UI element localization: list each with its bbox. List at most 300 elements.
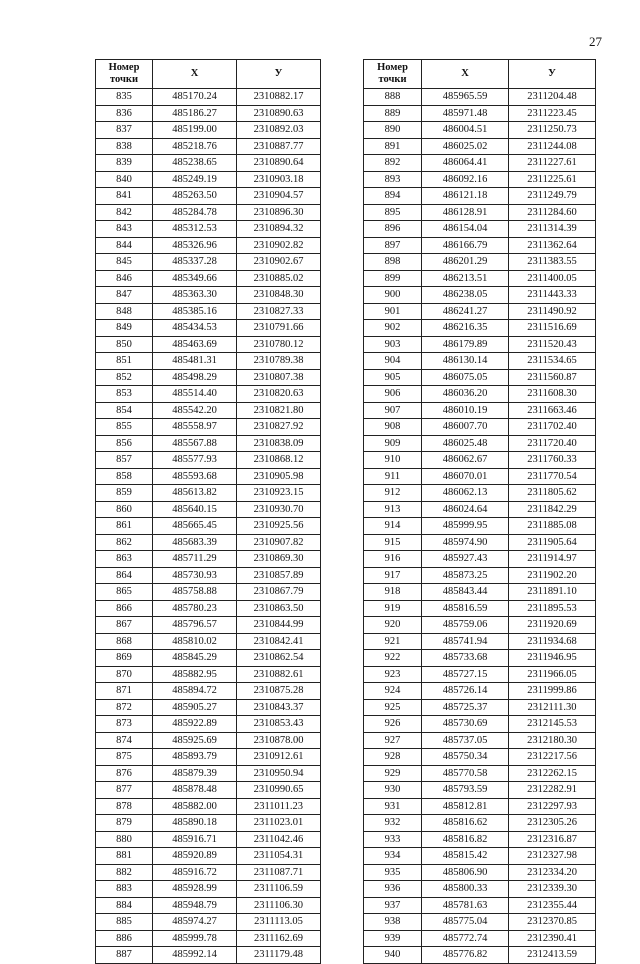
point-number-cell: 896: [364, 221, 422, 238]
x-coordinate-cell: 485916.72: [153, 864, 237, 881]
y-coordinate-cell: 2311249.79: [509, 188, 596, 205]
table-row: [364, 518, 596, 535]
point-number-cell: 904: [364, 353, 422, 370]
x-coordinate-cell: 485793.59: [422, 782, 509, 799]
y-coordinate-cell: 2311891.10: [509, 584, 596, 601]
x-coordinate-cell: 486166.79: [422, 237, 509, 254]
table-header-row: [96, 60, 321, 89]
y-coordinate-cell: 2311250.73: [509, 122, 596, 139]
table-row: [96, 683, 321, 700]
point-number-cell: 867: [96, 617, 153, 634]
x-coordinate-cell: 485905.27: [153, 699, 237, 716]
y-coordinate-cell: 2310902.82: [237, 237, 321, 254]
x-coordinate-cell: 485965.59: [422, 89, 509, 106]
x-coordinate-cell: 485999.95: [422, 518, 509, 535]
y-coordinate-cell: 2312262.15: [509, 765, 596, 782]
point-number-cell: 924: [364, 683, 422, 700]
table-row: [364, 699, 596, 716]
x-coordinate-cell: 485218.76: [153, 138, 237, 155]
y-coordinate-cell: 2312390.41: [509, 930, 596, 947]
x-coordinate-cell: 485894.72: [153, 683, 237, 700]
table-row: [364, 584, 596, 601]
point-number-cell: 931: [364, 798, 422, 815]
table-row: [96, 303, 321, 320]
table-row: [96, 584, 321, 601]
y-coordinate-cell: 2310843.37: [237, 699, 321, 716]
x-coordinate-cell: 485806.90: [422, 864, 509, 881]
y-coordinate-cell: 2310867.79: [237, 584, 321, 601]
table-row: [364, 633, 596, 650]
point-number-cell: 875: [96, 749, 153, 766]
y-coordinate-cell: 2310903.18: [237, 171, 321, 188]
y-coordinate-cell: 2311227.61: [509, 155, 596, 172]
table-row: [96, 518, 321, 535]
table-row: [96, 386, 321, 403]
table-row: [96, 633, 321, 650]
table-row: [364, 402, 596, 419]
x-coordinate-cell: 485780.23: [153, 600, 237, 617]
x-coordinate-cell: 485776.82: [422, 947, 509, 964]
y-coordinate-cell: 2311087.71: [237, 864, 321, 881]
x-coordinate-cell: 485463.69: [153, 336, 237, 353]
y-coordinate-cell: 2310882.61: [237, 666, 321, 683]
y-coordinate-cell: 2311106.30: [237, 897, 321, 914]
table-row: [96, 270, 321, 287]
table-row: [364, 650, 596, 667]
point-number-cell: 897: [364, 237, 422, 254]
table-row: [364, 270, 596, 287]
x-coordinate-cell: 485781.63: [422, 897, 509, 914]
x-coordinate-cell: 485812.81: [422, 798, 509, 815]
table-row: [96, 617, 321, 634]
header-point-line2: точки: [109, 74, 139, 85]
point-number-cell: 899: [364, 270, 422, 287]
x-coordinate-cell: 485514.40: [153, 386, 237, 403]
x-coordinate-cell: 485349.66: [153, 270, 237, 287]
table-row: [96, 353, 321, 370]
y-coordinate-cell: 2310930.70: [237, 501, 321, 518]
x-coordinate-cell: 485733.68: [422, 650, 509, 667]
y-coordinate-cell: 2311400.05: [509, 270, 596, 287]
y-coordinate-cell: 2310905.98: [237, 468, 321, 485]
table-row: [96, 699, 321, 716]
x-coordinate-cell: 485893.79: [153, 749, 237, 766]
x-coordinate-cell: 486238.05: [422, 287, 509, 304]
x-coordinate-cell: 486241.27: [422, 303, 509, 320]
table-row: [96, 254, 321, 271]
y-coordinate-cell: 2310869.30: [237, 551, 321, 568]
x-coordinate-cell: 485796.57: [153, 617, 237, 634]
header-point-number: [96, 60, 153, 89]
table-row: [96, 930, 321, 947]
point-number-cell: 937: [364, 897, 422, 914]
table-row: [96, 89, 321, 106]
x-coordinate-cell: 486070.01: [422, 468, 509, 485]
point-number-cell: 891: [364, 138, 422, 155]
y-coordinate-cell: 2311914.97: [509, 551, 596, 568]
table-row: [96, 105, 321, 122]
y-coordinate-cell: 2311920.69: [509, 617, 596, 634]
x-coordinate-cell: 485999.78: [153, 930, 237, 947]
y-coordinate-cell: 2310820.63: [237, 386, 321, 403]
y-coordinate-cell: 2310890.64: [237, 155, 321, 172]
table-row: [364, 815, 596, 832]
point-number-cell: 858: [96, 468, 153, 485]
point-number-cell: 926: [364, 716, 422, 733]
x-coordinate-cell: 485770.58: [422, 765, 509, 782]
y-coordinate-cell: 2312339.30: [509, 881, 596, 898]
x-coordinate-cell: 485363.30: [153, 287, 237, 304]
table-row: [96, 138, 321, 155]
table-row: [364, 204, 596, 221]
table-row: [364, 848, 596, 865]
x-coordinate-cell: 485772.74: [422, 930, 509, 947]
x-coordinate-cell: 486213.51: [422, 270, 509, 287]
point-number-cell: 879: [96, 815, 153, 832]
table-row: [364, 782, 596, 799]
point-number-cell: 878: [96, 798, 153, 815]
y-coordinate-cell: 2311225.61: [509, 171, 596, 188]
table-row: [96, 336, 321, 353]
point-number-cell: 880: [96, 831, 153, 848]
y-coordinate-cell: 2310902.67: [237, 254, 321, 271]
table-row: [96, 732, 321, 749]
table-row: [364, 485, 596, 502]
table-row: [364, 881, 596, 898]
point-number-cell: 920: [364, 617, 422, 634]
point-number-cell: 844: [96, 237, 153, 254]
x-coordinate-cell: 485922.89: [153, 716, 237, 733]
point-number-cell: 928: [364, 749, 422, 766]
point-number-cell: 890: [364, 122, 422, 139]
table-row: [96, 897, 321, 914]
point-number-cell: 888: [364, 89, 422, 106]
point-number-cell: 929: [364, 765, 422, 782]
point-number-cell: 840: [96, 171, 153, 188]
x-coordinate-cell: 485170.24: [153, 89, 237, 106]
x-coordinate-cell: 485816.59: [422, 600, 509, 617]
point-number-cell: 918: [364, 584, 422, 601]
y-coordinate-cell: 2311885.08: [509, 518, 596, 535]
y-coordinate-cell: 2311223.45: [509, 105, 596, 122]
table-row: [364, 303, 596, 320]
y-coordinate-cell: 2312145.53: [509, 716, 596, 733]
point-number-cell: 857: [96, 452, 153, 469]
point-number-cell: 893: [364, 171, 422, 188]
page-number: 27: [589, 34, 602, 49]
table-row: [96, 485, 321, 502]
table-row: [364, 188, 596, 205]
point-number-cell: 876: [96, 765, 153, 782]
table-row: [96, 881, 321, 898]
x-coordinate-cell: 486121.18: [422, 188, 509, 205]
table-row: [364, 683, 596, 700]
x-coordinate-cell: 485613.82: [153, 485, 237, 502]
x-coordinate-cell: 485326.96: [153, 237, 237, 254]
y-coordinate-cell: 2311490.92: [509, 303, 596, 320]
x-coordinate-cell: 485249.19: [153, 171, 237, 188]
table-row: [364, 105, 596, 122]
point-number-cell: 866: [96, 600, 153, 617]
table-row: [96, 782, 321, 799]
x-coordinate-cell: 485816.82: [422, 831, 509, 848]
y-coordinate-cell: 2312297.93: [509, 798, 596, 815]
point-number-cell: 886: [96, 930, 153, 947]
x-coordinate-cell: 486154.04: [422, 221, 509, 238]
point-number-cell: 901: [364, 303, 422, 320]
x-coordinate-cell: 485577.93: [153, 452, 237, 469]
x-coordinate-cell: 485974.27: [153, 914, 237, 931]
point-number-cell: 849: [96, 320, 153, 337]
point-number-cell: 847: [96, 287, 153, 304]
x-coordinate-cell: 485925.69: [153, 732, 237, 749]
y-coordinate-cell: 2311362.64: [509, 237, 596, 254]
point-number-cell: 872: [96, 699, 153, 716]
y-coordinate-cell: 2310848.30: [237, 287, 321, 304]
y-coordinate-cell: 2310868.12: [237, 452, 321, 469]
table-row: [96, 204, 321, 221]
table-row: [364, 534, 596, 551]
table-row: [364, 320, 596, 337]
point-number-cell: 865: [96, 584, 153, 601]
table-row: [364, 567, 596, 584]
point-number-cell: 934: [364, 848, 422, 865]
point-number-cell: 848: [96, 303, 153, 320]
table-row: [364, 749, 596, 766]
x-coordinate-cell: 486010.19: [422, 402, 509, 419]
x-coordinate-cell: 485263.50: [153, 188, 237, 205]
y-coordinate-cell: 2311443.33: [509, 287, 596, 304]
table-row: [96, 864, 321, 881]
table-row: [96, 749, 321, 766]
x-coordinate-cell: 485845.29: [153, 650, 237, 667]
x-coordinate-cell: 485385.16: [153, 303, 237, 320]
table-row: [96, 650, 321, 667]
x-coordinate-cell: 485730.93: [153, 567, 237, 584]
point-number-cell: 938: [364, 914, 422, 931]
y-coordinate-cell: 2310789.38: [237, 353, 321, 370]
x-coordinate-cell: 485284.78: [153, 204, 237, 221]
point-number-cell: 940: [364, 947, 422, 964]
table-row: [364, 237, 596, 254]
point-number-cell: 927: [364, 732, 422, 749]
y-coordinate-cell: 2311179.48: [237, 947, 321, 964]
x-coordinate-cell: 485810.02: [153, 633, 237, 650]
table-row: [364, 287, 596, 304]
point-number-cell: 932: [364, 815, 422, 832]
y-coordinate-cell: 2311113.05: [237, 914, 321, 931]
y-coordinate-cell: 2312370.85: [509, 914, 596, 931]
y-coordinate-cell: 2311805.62: [509, 485, 596, 502]
point-number-cell: 908: [364, 419, 422, 436]
y-coordinate-cell: 2312316.87: [509, 831, 596, 848]
y-coordinate-cell: 2311702.40: [509, 419, 596, 436]
table-row: [96, 237, 321, 254]
table-row: [96, 122, 321, 139]
table-row: [364, 551, 596, 568]
y-coordinate-cell: 2310896.30: [237, 204, 321, 221]
x-coordinate-cell: 485879.39: [153, 765, 237, 782]
table-row: [364, 138, 596, 155]
table-row: [364, 369, 596, 386]
table-row: [364, 897, 596, 914]
x-coordinate-cell: 485238.65: [153, 155, 237, 172]
x-coordinate-cell: 485878.48: [153, 782, 237, 799]
table-row: [96, 831, 321, 848]
x-coordinate-cell: 485882.00: [153, 798, 237, 815]
x-coordinate-cell: 485816.62: [422, 815, 509, 832]
y-coordinate-cell: 2311284.60: [509, 204, 596, 221]
x-coordinate-cell: 485800.33: [422, 881, 509, 898]
y-coordinate-cell: 2311244.08: [509, 138, 596, 155]
table-row: [364, 435, 596, 452]
point-number-cell: 846: [96, 270, 153, 287]
point-number-cell: 852: [96, 369, 153, 386]
point-number-cell: 921: [364, 633, 422, 650]
x-coordinate-cell: 486201.29: [422, 254, 509, 271]
x-coordinate-cell: 485730.69: [422, 716, 509, 733]
x-coordinate-cell: 485750.34: [422, 749, 509, 766]
table-row: [96, 402, 321, 419]
header-point-number: [364, 60, 422, 89]
y-coordinate-cell: 2311842.29: [509, 501, 596, 518]
header-point-line1: Номер: [108, 62, 140, 73]
y-coordinate-cell: 2310857.89: [237, 567, 321, 584]
table-row: [364, 716, 596, 733]
table-row: [96, 452, 321, 469]
table-row: [96, 716, 321, 733]
x-coordinate-cell: 486075.05: [422, 369, 509, 386]
x-coordinate-cell: 485711.29: [153, 551, 237, 568]
table-header-row: [364, 60, 596, 89]
x-coordinate-cell: 486062.13: [422, 485, 509, 502]
header-x: Х: [422, 60, 509, 89]
x-coordinate-cell: 485971.48: [422, 105, 509, 122]
y-coordinate-cell: 2310821.80: [237, 402, 321, 419]
y-coordinate-cell: 2311383.55: [509, 254, 596, 271]
table-row: [364, 221, 596, 238]
y-coordinate-cell: 2311663.46: [509, 402, 596, 419]
point-number-cell: 856: [96, 435, 153, 452]
point-number-cell: 902: [364, 320, 422, 337]
x-coordinate-cell: 486092.16: [422, 171, 509, 188]
table-row: [96, 815, 321, 832]
y-coordinate-cell: 2310853.43: [237, 716, 321, 733]
x-coordinate-cell: 485186.27: [153, 105, 237, 122]
point-number-cell: 873: [96, 716, 153, 733]
x-coordinate-cell: 485434.53: [153, 320, 237, 337]
point-number-cell: 870: [96, 666, 153, 683]
y-coordinate-cell: 2311905.64: [509, 534, 596, 551]
y-coordinate-cell: 2311011.23: [237, 798, 321, 815]
point-number-cell: 900: [364, 287, 422, 304]
x-coordinate-cell: 486130.14: [422, 353, 509, 370]
x-coordinate-cell: 485481.31: [153, 353, 237, 370]
y-coordinate-cell: 2310838.09: [237, 435, 321, 452]
x-coordinate-cell: 485775.04: [422, 914, 509, 931]
y-coordinate-cell: 2311902.20: [509, 567, 596, 584]
point-number-cell: 911: [364, 468, 422, 485]
header-point-line2: точки: [378, 74, 407, 85]
table-row: [364, 353, 596, 370]
y-coordinate-cell: 2310862.54: [237, 650, 321, 667]
y-coordinate-cell: 2310892.03: [237, 122, 321, 139]
y-coordinate-cell: 2310791.66: [237, 320, 321, 337]
point-number-cell: 933: [364, 831, 422, 848]
table-row: [364, 336, 596, 353]
y-coordinate-cell: 2311204.48: [509, 89, 596, 106]
point-number-cell: 835: [96, 89, 153, 106]
point-number-cell: 885: [96, 914, 153, 931]
table-row: [96, 188, 321, 205]
point-number-cell: 915: [364, 534, 422, 551]
point-number-cell: 919: [364, 600, 422, 617]
point-number-cell: 871: [96, 683, 153, 700]
y-coordinate-cell: 2311520.43: [509, 336, 596, 353]
point-number-cell: 916: [364, 551, 422, 568]
point-number-cell: 877: [96, 782, 153, 799]
x-coordinate-cell: 486216.35: [422, 320, 509, 337]
point-number-cell: 868: [96, 633, 153, 650]
x-coordinate-cell: 485928.99: [153, 881, 237, 898]
y-coordinate-cell: 2310844.99: [237, 617, 321, 634]
point-number-cell: 843: [96, 221, 153, 238]
table-row: [96, 468, 321, 485]
y-coordinate-cell: 2310842.41: [237, 633, 321, 650]
y-coordinate-cell: 2310894.32: [237, 221, 321, 238]
x-coordinate-cell: 485665.45: [153, 518, 237, 535]
y-coordinate-cell: 2310875.28: [237, 683, 321, 700]
x-coordinate-cell: 485337.28: [153, 254, 237, 271]
y-coordinate-cell: 2311770.54: [509, 468, 596, 485]
point-number-cell: 923: [364, 666, 422, 683]
y-coordinate-cell: 2312282.91: [509, 782, 596, 799]
x-coordinate-cell: 486064.41: [422, 155, 509, 172]
x-coordinate-cell: 485843.44: [422, 584, 509, 601]
x-coordinate-cell: 485593.68: [153, 468, 237, 485]
point-number-cell: 935: [364, 864, 422, 881]
y-coordinate-cell: 2310925.56: [237, 518, 321, 535]
y-coordinate-cell: 2310890.63: [237, 105, 321, 122]
point-number-cell: 841: [96, 188, 153, 205]
x-coordinate-cell: 485992.14: [153, 947, 237, 964]
table-row: [96, 287, 321, 304]
point-number-cell: 903: [364, 336, 422, 353]
y-coordinate-cell: 2311608.30: [509, 386, 596, 403]
x-coordinate-cell: 485948.79: [153, 897, 237, 914]
y-coordinate-cell: 2311760.33: [509, 452, 596, 469]
y-coordinate-cell: 2310990.65: [237, 782, 321, 799]
y-coordinate-cell: 2311162.69: [237, 930, 321, 947]
y-coordinate-cell: 2312413.59: [509, 947, 596, 964]
y-coordinate-cell: 2311042.46: [237, 831, 321, 848]
table-row: [96, 435, 321, 452]
table-row: [364, 452, 596, 469]
table-row: [364, 930, 596, 947]
y-coordinate-cell: 2310882.17: [237, 89, 321, 106]
x-coordinate-cell: 485741.94: [422, 633, 509, 650]
table-row: [96, 171, 321, 188]
y-coordinate-cell: 2311106.59: [237, 881, 321, 898]
point-number-cell: 863: [96, 551, 153, 568]
y-coordinate-cell: 2311314.39: [509, 221, 596, 238]
point-number-cell: 882: [96, 864, 153, 881]
point-number-cell: 913: [364, 501, 422, 518]
y-coordinate-cell: 2310863.50: [237, 600, 321, 617]
y-coordinate-cell: 2311966.05: [509, 666, 596, 683]
table-row: [364, 617, 596, 634]
point-number-cell: 859: [96, 485, 153, 502]
